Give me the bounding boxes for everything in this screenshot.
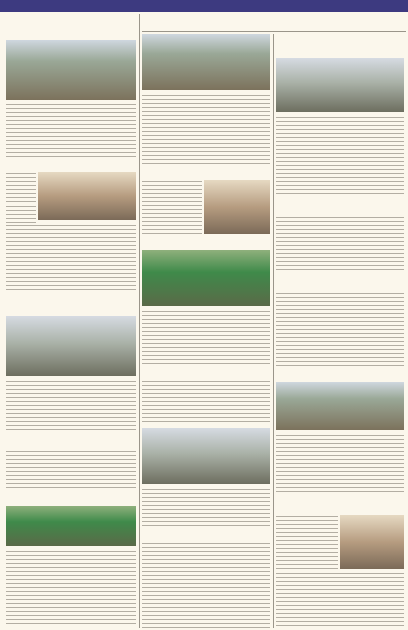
center-article-4 bbox=[142, 380, 270, 424]
center-article-3 bbox=[142, 310, 270, 366]
banner-rule bbox=[142, 31, 406, 32]
center-photo-2 bbox=[204, 180, 270, 234]
col1-article-7 bbox=[6, 550, 136, 626]
col1-article-6 bbox=[6, 450, 136, 490]
right-article-6 bbox=[276, 572, 404, 628]
col1-photo-1 bbox=[6, 40, 136, 100]
col1-article-3 bbox=[6, 205, 36, 225]
col1-photo-2 bbox=[38, 172, 136, 220]
right-article-3 bbox=[276, 292, 404, 366]
right-article-2 bbox=[276, 216, 404, 270]
col1-photo-4 bbox=[6, 506, 136, 546]
center-article-2 bbox=[142, 180, 202, 234]
column-divider-2 bbox=[273, 34, 274, 628]
right-article-1 bbox=[276, 116, 404, 194]
right-photo-3 bbox=[340, 515, 404, 569]
col1-photo-3 bbox=[6, 316, 136, 376]
col1-article-1 bbox=[6, 103, 136, 159]
col1-article-2 bbox=[6, 172, 36, 202]
col1-article-4 bbox=[6, 224, 136, 292]
center-photo-3 bbox=[142, 250, 270, 306]
center-article-5 bbox=[142, 488, 270, 528]
right-photo-2 bbox=[276, 382, 404, 430]
right-photo-1 bbox=[276, 58, 404, 112]
col1-article-5 bbox=[6, 380, 136, 430]
center-photo-4 bbox=[142, 428, 270, 484]
right-article-5 bbox=[276, 515, 338, 569]
column-divider-1 bbox=[139, 14, 140, 628]
center-article-6 bbox=[142, 542, 270, 628]
center-article-1 bbox=[142, 94, 270, 164]
right-article-4 bbox=[276, 434, 404, 494]
masthead bbox=[0, 0, 408, 12]
center-photo-1 bbox=[142, 34, 270, 90]
